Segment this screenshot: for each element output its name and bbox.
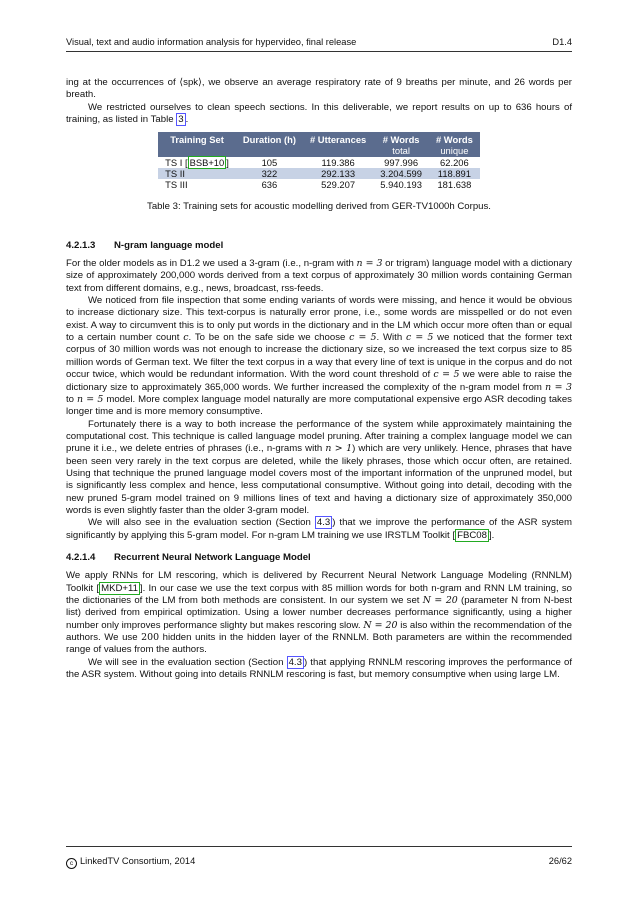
table-cell: 118.891 bbox=[429, 168, 480, 179]
section-heading-ngram: 4.2.1.3 N-gram language model bbox=[66, 239, 224, 251]
table-cell: 3.204.599 bbox=[373, 168, 429, 179]
table-row bbox=[158, 168, 480, 179]
table-cell: 292.133 bbox=[303, 168, 373, 179]
table-cell: 636 bbox=[261, 179, 278, 191]
table-cell-set: TS I [ BSB+10 ] bbox=[165, 157, 229, 169]
section-heading-rnn: 4.2.1.4 Recurrent Neural Network Language Model bbox=[66, 551, 311, 563]
table-cell: 62.206 bbox=[440, 157, 469, 169]
citation-link[interactable]: BSB+10 bbox=[189, 157, 225, 169]
table-cell: 997.996 bbox=[384, 157, 419, 169]
main-body bbox=[66, 77, 572, 681]
section-ref-link[interactable]: 4.3 bbox=[288, 656, 302, 668]
rnn-paragraph-1: We apply RNNs for LM rescoring, which is delivered by Recurrent Neural Network Language Modeling (RNNLM) Toolkit [ MKD+11 ]. In our case we use the text corpus with 85 million words for both n-gram and RNN LM training, so the dictionaries of the LM from both methods are consistent. In our system we set N = 20 (parameter N from N-best list) derived from empirical optimization. Using a lower number decreases performance significantly, using a higher number only improves performance slighty but makes rescoring slow. N = 20 is also within the recommendation of the authors. We use 200 hidden units in the hidden layer of the RNNLM. Both parameters are within the recommended range of values from the authors. bbox=[66, 570, 572, 656]
footer-rule bbox=[66, 846, 572, 847]
table-row bbox=[158, 179, 480, 190]
table-cell-set: TS II bbox=[158, 168, 236, 179]
table-header-cell: # Utterances bbox=[303, 132, 373, 157]
section-ref-link[interactable]: 4.3 bbox=[316, 517, 331, 529]
table-cell: 529.207 bbox=[321, 179, 356, 191]
ngram-paragraph-4: We will also see in the evaluation section (Section 4.3 ) that we improve the performance of the ASR system significantly by applying this 5-gram model. For n-gram LM training we use IRSTLM Toolkit [ FBC08 ]. bbox=[66, 517, 573, 541]
table-header-cell: # Words total bbox=[373, 132, 429, 157]
table-cell: 5.940.193 bbox=[380, 179, 422, 191]
table-caption: Table 3: Training sets for acoustic modelling derived from GER-TV1000h Corpus. bbox=[147, 201, 491, 213]
page-number: 26/62 bbox=[548, 856, 572, 866]
table-header-cell: Duration (h) bbox=[236, 132, 303, 157]
header-rule bbox=[66, 51, 572, 52]
intro-paragraph-1: ing at the occurrences of ⟨spk⟩, we observe an average respiratory rate of 9 breaths per minute, and 26 words per breath. bbox=[66, 77, 572, 101]
table-row bbox=[158, 157, 480, 168]
table-cell-set: TS III bbox=[165, 179, 188, 191]
table-header-cell: # Words unique bbox=[429, 132, 480, 157]
table-cell: 322 bbox=[236, 168, 303, 179]
training-sets-table bbox=[158, 132, 480, 190]
citation-link[interactable]: FBC08 bbox=[457, 529, 487, 541]
intro-paragraph-2: We restricted ourselves to clean speech sections. In this deliverable, we report results on up to 636 hours of training, as listed in Table 3 . bbox=[66, 101, 572, 126]
table-cell: 105 bbox=[261, 157, 278, 169]
table-header-cell: Training Set bbox=[158, 132, 236, 157]
table-ref-link[interactable]: 3 bbox=[178, 114, 184, 126]
header-deliverable: D1.4 bbox=[552, 37, 572, 47]
training-sets-table-wrap bbox=[66, 132, 572, 190]
ngram-paragraph-1: For the older models as in D1.2 we used a 3-gram (i.e., n-gram with n = 3 or trigram) language model with a dictionary size of approximately 200,000 words derived from a text corpus of approximately 30 million words containing German text from different domains, e.g., news, broadcast, rss-feeds. bbox=[66, 258, 572, 294]
rnn-paragraph-2: We will see in the evaluation section (Section 4.3 ) that applying RNNLM rescoring improves the performance of the ASR system. Without going into details RNNLM rescoring is fast, but memory consumptive when using large LM. bbox=[66, 656, 572, 681]
ngram-paragraph-3: Fortunately there is a way to both increase the performance of the system while approximately maintaining the computational cost. This technique is called language model pruning. After training a complex language model we can prune it i.e., we delete entries of phrases (i.e., n-grams with n > 1) which are very unlikely. Hence, phrases that have been seen very rarely in the text corpus are deleted, while the likely phrases, those which occur often, are retained. Using that technique the pruned language model covers most of the important information of the unpruned model, but is significantly less complex and hence, less computational consumptive. Without going into detail, decoding with the new pruned 5-gram model trained on 9 millions lines of text and having a dictionary size of approximately 350,000 words is even slightly faster than the older 3-gram model. bbox=[66, 418, 572, 516]
table-cell: 181.638 bbox=[437, 179, 472, 191]
citation-link[interactable]: MKD+11 bbox=[101, 582, 138, 594]
header-title: Visual, text and audio information analysis for hypervideo, final release bbox=[66, 37, 357, 47]
running-header bbox=[66, 35, 572, 49]
copyright-icon: c bbox=[66, 858, 77, 869]
table-cell: 119.386 bbox=[321, 157, 355, 169]
footer-org: LinkedTV Consortium, 2014 bbox=[80, 856, 196, 866]
ngram-paragraph-2: We noticed from file inspection that some ending variants of words were missing, and hence it would be obvious to increase dictionary size. This text-corpus is naturally error prone, i.e., some words are misspelled or do not even exist. A way to circumvent this is to only put words in the dictionary and in the LM which occur more often than or equal to a certain number count c. To be on the safe side we choose c = 5. With c = 5 we noticed that the former text corpus of 30 million words was not enough to increase the dictionary size, so we increased the text corpus size to 85 million words of German text. We filter the text corpus in a way that every line of text is unique in the corpus and do not occur twice, which would be redundant information. With the word count threshold of c = 5 we were able to raise the dictionary size to approximately 365,000 words. We further increased the complexity of the n-gram model from n = 3 to n = 5 model. More complex language model naturally are more computational expensive ergo ASR decoding takes longer time and is more memory consumptive. bbox=[66, 295, 572, 418]
table-header-row bbox=[158, 132, 480, 157]
